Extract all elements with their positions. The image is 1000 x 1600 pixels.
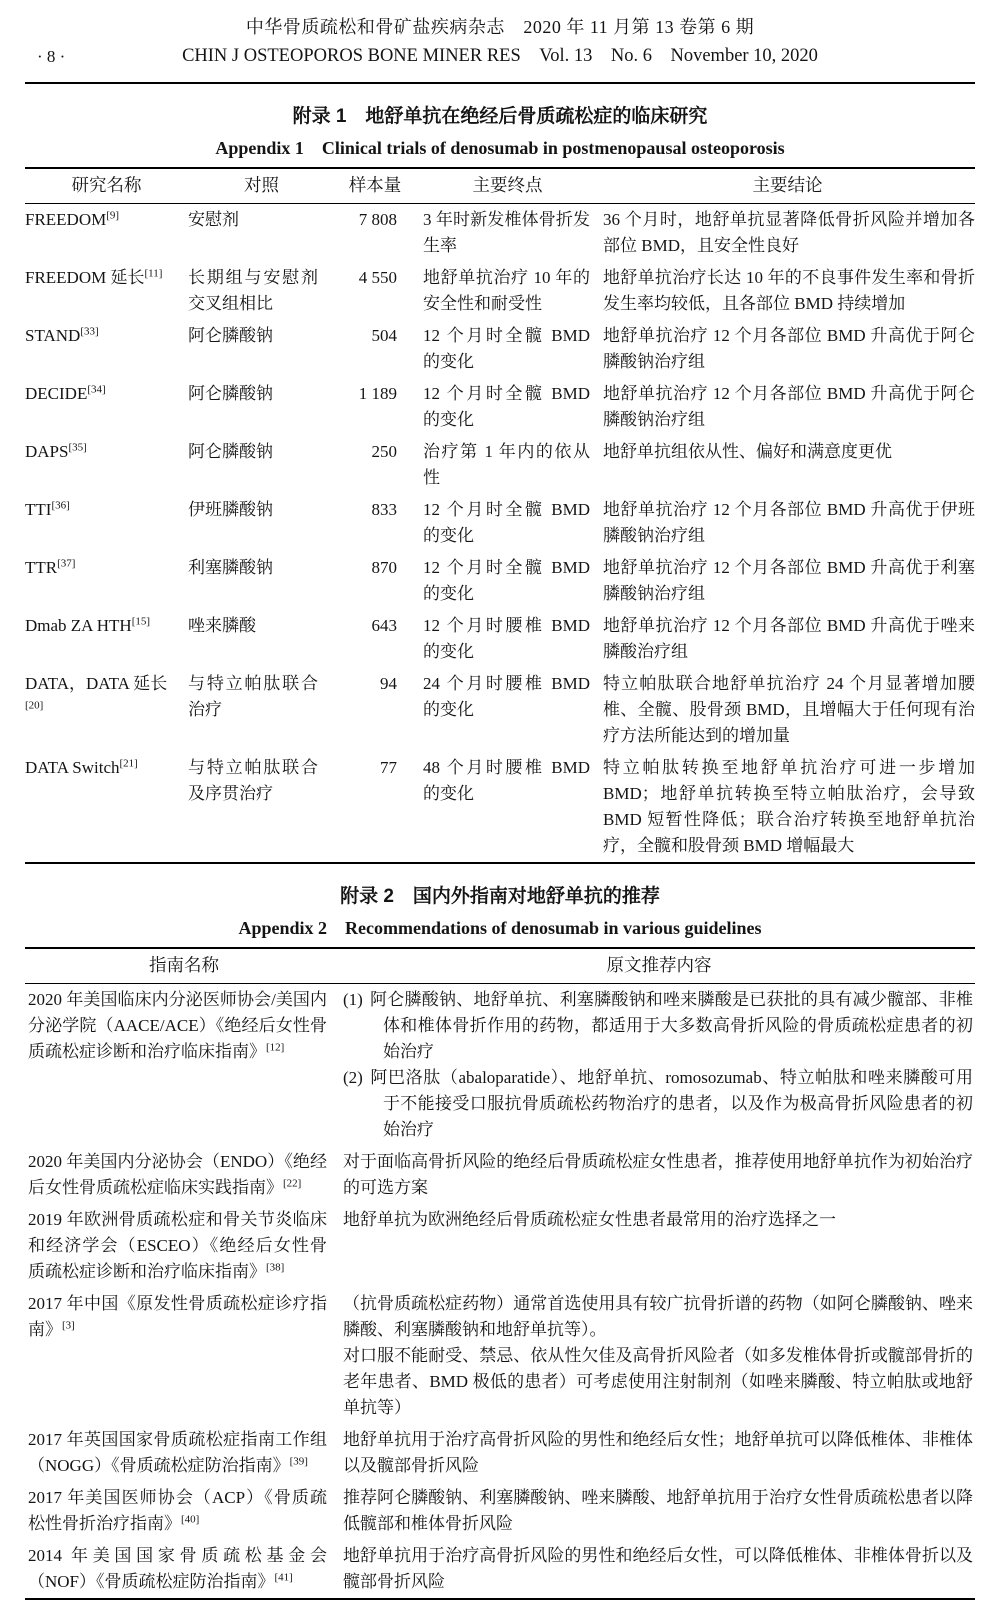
trial-row <box>25 378 975 436</box>
reference-superscript: [34] <box>87 383 106 396</box>
reference-superscript: [21] <box>119 757 138 770</box>
reference-superscript: [22] <box>283 1177 302 1190</box>
trial-row <box>25 320 975 378</box>
endpoint-cell: 12 个月时全髋 BMD 的变化 <box>423 326 590 371</box>
page-number: · 8 · <box>37 47 66 66</box>
control-cell: 唑来膦酸 <box>188 616 256 635</box>
control-cell: 长期组与安慰剂交叉组相比 <box>188 268 318 313</box>
recommendation-item: 地舒单抗用于治疗高骨折风险的男性和绝经后女性；地舒单抗可以降低椎体、非椎体以及髋部骨折风险 <box>343 1430 973 1475</box>
reference-superscript: [39] <box>289 1455 308 1468</box>
guideline-name-cell: 2017 年英国国家骨质疏松症指南工作组（NOGG）《骨质疏松症防治指南》[39] <box>28 1430 327 1475</box>
appendix2-section <box>25 885 975 1600</box>
reference-superscript: [40] <box>181 1513 200 1526</box>
clinical-trials-table <box>25 167 975 864</box>
control-cell: 阿仑膦酸钠 <box>188 442 273 461</box>
study-name-cell: DATA，DATA 延长[20] <box>25 674 168 712</box>
page-header <box>25 14 975 84</box>
study-name-cell: FREEDOM[9] <box>25 209 120 229</box>
list-marker: (2) <box>343 1068 363 1087</box>
reference-superscript: [38] <box>266 1261 285 1274</box>
conclusion-cell: 地舒单抗治疗长达 10 年的不良事件发生率和骨折发生率均较低，且各部位 BMD 持续增加 <box>603 268 975 313</box>
conclusion-cell: 36 个月时，地舒单抗显著降低骨折风险并增加各部位 BMD，且安全性良好 <box>603 210 975 255</box>
list-marker: (1) <box>343 990 363 1009</box>
reference-superscript: [36] <box>51 499 70 512</box>
reference-superscript: [41] <box>274 1571 293 1584</box>
appendix1-title-zh: 附录 1 地舒单抗在绝经后骨质疏松症的临床研究 <box>292 106 708 127</box>
recommendation-item: 地舒单抗为欧洲绝经后骨质疏松症女性患者最常用的治疗选择之一 <box>343 1210 836 1229</box>
reference-superscript: [3] <box>62 1319 75 1332</box>
trial-row <box>25 436 975 494</box>
sample-size-cell: 94 <box>380 674 397 693</box>
sample-size-cell: 250 <box>371 442 397 461</box>
trial-row <box>25 668 975 752</box>
guideline-row <box>25 1424 975 1482</box>
guideline-row <box>25 1482 975 1540</box>
trial-row <box>25 204 975 263</box>
column-header-sample-size: 样本量 <box>335 168 415 204</box>
endpoint-cell: 24 个月时腰椎 BMD 的变化 <box>423 674 590 719</box>
recommendation-cell <box>343 1424 975 1482</box>
trial-row <box>25 494 975 552</box>
journal-title-en: CHIN J OSTEOPOROS BONE MINER RES Vol. 13 No. 6 November 10, 2020 <box>182 46 818 66</box>
endpoint-cell: 12 个月时全髋 BMD 的变化 <box>423 500 590 545</box>
guideline-row <box>25 1540 975 1599</box>
appendix2-title-en: Appendix 2 Recommendations of denosumab in various guidelines <box>238 918 762 938</box>
study-name-cell: Dmab ZA HTH[15] <box>25 615 151 635</box>
reference-superscript: [37] <box>57 557 76 570</box>
guideline-name-cell: 2017 年美国医师协会（ACP）《骨质疏松性骨折治疗指南》[40] <box>28 1488 327 1533</box>
control-cell: 利塞膦酸钠 <box>188 558 273 577</box>
sample-size-cell: 504 <box>371 326 397 345</box>
recommendation-item: 推荐阿仑膦酸钠、利塞膦酸钠、唑来膦酸、地舒单抗用于治疗女性骨质疏松患者以降低髋部和椎体骨折风险 <box>343 1488 973 1533</box>
endpoint-cell: 地舒单抗治疗 10 年的安全性和耐受性 <box>423 268 590 313</box>
recommendation-cell <box>343 1482 975 1540</box>
control-cell: 与特立帕肽联合及序贯治疗 <box>188 758 318 803</box>
conclusion-cell: 地舒单抗治疗 12 个月各部位 BMD 升高优于伊班膦酸钠治疗组 <box>603 500 975 545</box>
recommendation-item: 对口服不能耐受、禁忌、依从性欠佳及高骨折风险者（如多发椎体骨折或髋部骨折的老年患者、BMD 极低的患者）可考虑使用注射制剂（如唑来膦酸、特立帕肽或地舒单抗等） <box>343 1346 973 1417</box>
appendix1-section <box>25 105 975 864</box>
study-name-cell: DAPS[35] <box>25 441 87 461</box>
guideline-row <box>25 1204 975 1288</box>
reference-superscript: [9] <box>106 209 120 222</box>
conclusion-cell: 地舒单抗治疗 12 个月各部位 BMD 升高优于阿仑膦酸钠治疗组 <box>603 384 975 429</box>
study-name-cell: STAND[33] <box>25 325 99 345</box>
study-name-cell: TTR[37] <box>25 557 76 577</box>
guideline-name-cell: 2020 年美国内分泌协会（ENDO）《绝经后女性骨质疏松症临床实践指南》[22] <box>28 1152 327 1197</box>
study-name-cell: DATA Switch[21] <box>25 757 138 777</box>
reference-superscript: [35] <box>68 441 87 454</box>
appendix2-title-zh: 附录 2 国内外指南对地舒单抗的推荐 <box>340 886 660 907</box>
guideline-name-cell: 2019 年欧洲骨质疏松症和骨关节炎临床和经济学会（ESCEO）《绝经后女性骨质疏松症诊断和治疗临床指南》[38] <box>28 1210 327 1281</box>
header-rule <box>25 82 975 84</box>
journal-title-zh: 中华骨质疏松和骨矿盐疾病杂志 2020 年 11 月第 13 卷第 6 期 <box>245 17 755 37</box>
control-cell: 阿仑膦酸钠 <box>188 384 273 403</box>
recommendation-cell <box>343 1288 975 1424</box>
reference-superscript: [11] <box>144 267 163 280</box>
column-header-recommendation: 原文推荐内容 <box>343 948 975 984</box>
reference-superscript: [33] <box>80 325 99 338</box>
study-name-cell: TTI[36] <box>25 499 70 519</box>
endpoint-cell: 12 个月时腰椎 BMD 的变化 <box>423 616 590 661</box>
sample-size-cell: 7 808 <box>358 210 397 229</box>
reference-superscript: [12] <box>266 1041 285 1054</box>
recommendation-item: (1) 阿仑膦酸钠、地舒单抗、利塞膦酸钠和唑来膦酸是已获批的具有减少髋部、非椎体和椎体骨折作用的药物，都适用于大多数高骨折风险的骨质疏松症患者的初始治疗 <box>343 990 973 1061</box>
column-header-conclusion: 主要结论 <box>600 168 975 204</box>
conclusion-cell: 地舒单抗组依从性、偏好和满意度更优 <box>603 442 892 461</box>
conclusion-cell: 地舒单抗治疗 12 个月各部位 BMD 升高优于唑来膦酸治疗组 <box>603 616 975 661</box>
guideline-name-cell: 2014 年美国国家骨质疏松基金会（NOF）《骨质疏松症防治指南》[41] <box>28 1546 327 1591</box>
control-cell: 伊班膦酸钠 <box>188 500 273 519</box>
guidelines-table <box>25 947 975 1600</box>
guideline-row <box>25 1288 975 1424</box>
conclusion-cell: 地舒单抗治疗 12 个月各部位 BMD 升高优于利塞膦酸钠治疗组 <box>603 558 975 603</box>
reference-superscript: [20] <box>25 699 44 712</box>
sample-size-cell: 77 <box>380 758 397 777</box>
control-cell: 与特立帕肽联合治疗 <box>188 674 318 719</box>
column-header-endpoint: 主要终点 <box>415 168 600 204</box>
study-name-cell: FREEDOM 延长[11] <box>25 267 163 287</box>
appendix1-title-en: Appendix 1 Clinical trials of denosumab in postmenopausal osteoporosis <box>215 138 785 158</box>
trial-row <box>25 262 975 320</box>
control-cell: 阿仑膦酸钠 <box>188 326 273 345</box>
guideline-name-cell: 2017 年中国《原发性骨质疏松症诊疗指南》[3] <box>28 1294 327 1339</box>
recommendation-cell <box>343 1146 975 1204</box>
conclusion-cell: 地舒单抗治疗 12 个月各部位 BMD 升高优于阿仑膦酸钠治疗组 <box>603 326 975 371</box>
recommendation-cell <box>343 1204 975 1288</box>
recommendation-cell <box>343 984 975 1147</box>
endpoint-cell: 12 个月时全髋 BMD 的变化 <box>423 384 590 429</box>
column-header-control: 对照 <box>188 168 335 204</box>
endpoint-cell: 3 年时新发椎体骨折发生率 <box>423 210 590 255</box>
sample-size-cell: 643 <box>371 616 397 635</box>
column-header-guideline-name: 指南名称 <box>25 948 343 984</box>
recommendation-item: 地舒单抗用于治疗高骨折风险的男性和绝经后女性，可以降低椎体、非椎体骨折以及髋部骨折风险 <box>343 1546 973 1591</box>
endpoint-cell: 治疗第 1 年内的依从性 <box>423 442 590 487</box>
guideline-row <box>25 984 975 1147</box>
endpoint-cell: 12 个月时全髋 BMD 的变化 <box>423 558 590 603</box>
sample-size-cell: 833 <box>371 500 397 519</box>
trial-row <box>25 552 975 610</box>
table-header-row <box>25 948 975 984</box>
column-header-study-name: 研究名称 <box>25 168 188 204</box>
reference-superscript: [15] <box>131 615 151 628</box>
guideline-row <box>25 1146 975 1204</box>
sample-size-cell: 1 189 <box>358 384 397 403</box>
sample-size-cell: 4 550 <box>358 268 397 287</box>
conclusion-cell: 特立帕肽联合地舒单抗治疗 24 个月显著增加腰椎、全髋、股骨颈 BMD，且增幅大于任何现有治疗方法所能达到的增加量 <box>603 674 975 745</box>
study-name-cell: DECIDE[34] <box>25 383 106 403</box>
endpoint-cell: 48 个月时腰椎 BMD 的变化 <box>423 758 590 803</box>
control-cell: 安慰剂 <box>188 210 239 229</box>
recommendation-item: 对于面临高骨折风险的绝经后骨质疏松症女性患者，推荐使用地舒单抗作为初始治疗的可选方案 <box>343 1152 973 1197</box>
trial-row <box>25 610 975 668</box>
table-header-row <box>25 168 975 204</box>
trial-row <box>25 752 975 863</box>
recommendation-item: (2) 阿巴洛肽（abaloparatide）、地舒单抗、romosozumab、特立帕肽和唑来膦酸可用于不能接受口服抗骨质疏松药物治疗的患者，以及作为极高骨折风险患者的初始治疗 <box>343 1068 973 1139</box>
conclusion-cell: 特立帕肽转换至地舒单抗治疗可进一步增加 BMD；地舒单抗转换至特立帕肽治疗，会导致 BMD 短暂性降低；联合治疗转换至地舒单抗治疗，全髋和股骨颈 BMD 增幅最大 <box>603 758 975 855</box>
sample-size-cell: 870 <box>371 558 397 577</box>
recommendation-cell <box>343 1540 975 1599</box>
guideline-name-cell: 2020 年美国临床内分泌医师协会/美国内分泌学院（AACE/ACE）《绝经后女性骨质疏松症诊断和治疗临床指南》[12] <box>28 990 327 1061</box>
recommendation-item: （抗骨质疏松症药物）通常首选使用具有较广抗骨折谱的药物（如阿仑膦酸钠、唑来膦酸、利塞膦酸钠和地舒单抗等）。 <box>343 1294 973 1339</box>
